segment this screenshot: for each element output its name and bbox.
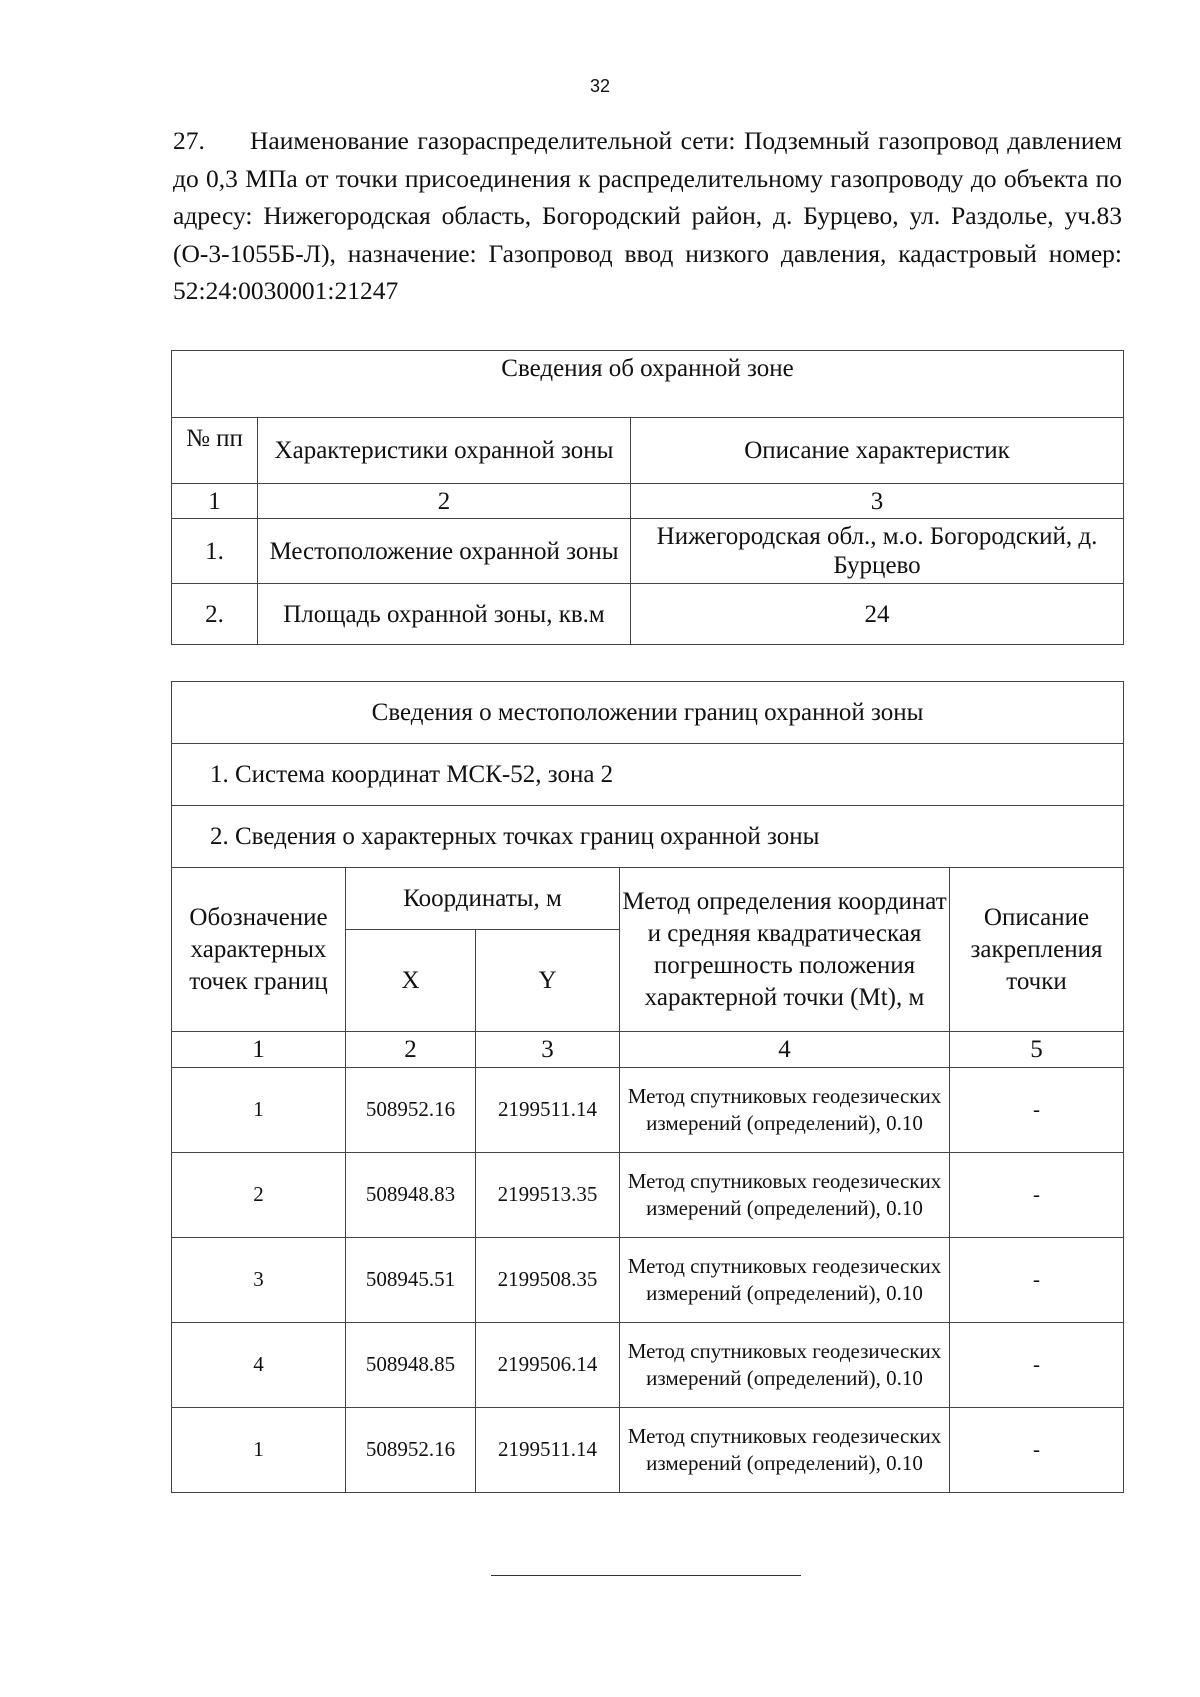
point-y: 2199511.14: [476, 1408, 620, 1493]
col-number: 1: [172, 1032, 346, 1068]
row-value: 24: [631, 584, 1124, 645]
point-fixing: -: [950, 1068, 1124, 1153]
coordinate-system: 1. Система координат МСК-52, зона 2: [172, 744, 1124, 806]
point-method: Метод спутниковых геодезических измерений (определений), 0.10: [620, 1153, 950, 1238]
col-number: 4: [620, 1032, 950, 1068]
col-number: 3: [476, 1032, 620, 1068]
header-method: Метод определения координат и средняя квадратическая погрешность положения характерной точки (Mt), м: [620, 868, 950, 1032]
row-value: Нижегородская обл., м.о. Богородский, д. Бурцево: [631, 519, 1124, 584]
point-fixing: -: [950, 1323, 1124, 1408]
point-designation: 3: [172, 1238, 346, 1323]
protection-zone-table: [171, 350, 1124, 645]
header-fixing: Описание закрепления точки: [950, 868, 1124, 1032]
boundary-coordinates-table: [171, 681, 1124, 1493]
header-number: № пп: [172, 418, 258, 484]
point-x: 508945.51: [346, 1238, 476, 1323]
col-number: 1: [172, 484, 258, 519]
col-number: 2: [346, 1032, 476, 1068]
point-x: 508952.16: [346, 1068, 476, 1153]
points-title: 2. Сведения о характерных точках границ охранной зоны: [172, 806, 1124, 868]
header-x: X: [346, 930, 476, 1032]
point-y: 2199511.14: [476, 1068, 620, 1153]
header-designation: Обозначение характерных точек границ: [172, 868, 346, 1032]
point-y: 2199513.35: [476, 1153, 620, 1238]
point-method: Метод спутниковых геодезических измерений (определений), 0.10: [620, 1068, 950, 1153]
col-number: 3: [631, 484, 1124, 519]
point-designation: 4: [172, 1323, 346, 1408]
point-method: Метод спутниковых геодезических измерений (определений), 0.10: [620, 1238, 950, 1323]
point-method: Метод спутниковых геодезических измерений (определений), 0.10: [620, 1323, 950, 1408]
header-coordinates: Координаты, м: [346, 868, 620, 930]
footer-divider: [491, 1575, 801, 1576]
header-description: Описание характеристик: [631, 418, 1124, 484]
row-characteristic: Местоположение охранной зоны: [258, 519, 631, 584]
col-number: 5: [950, 1032, 1124, 1068]
header-y: Y: [476, 930, 620, 1032]
row-characteristic: Площадь охранной зоны, кв.м: [258, 584, 631, 645]
point-method: Метод спутниковых геодезических измерений (определений), 0.10: [620, 1408, 950, 1493]
point-x: 508948.83: [346, 1153, 476, 1238]
row-number: 2.: [172, 584, 258, 645]
point-x: 508948.85: [346, 1323, 476, 1408]
point-x: 508952.16: [346, 1408, 476, 1493]
coords-table-title: Сведения о местоположении границ охранной зоны: [172, 682, 1124, 744]
point-fixing: -: [950, 1238, 1124, 1323]
point-designation: 1: [172, 1408, 346, 1493]
col-number: 2: [258, 484, 631, 519]
point-fixing: -: [950, 1153, 1124, 1238]
network-description: [173, 122, 1122, 310]
page-number: 32: [589, 76, 611, 96]
header-characteristics: Характеристики охранной зоны: [258, 418, 631, 484]
point-designation: 1: [172, 1068, 346, 1153]
point-designation: 2: [172, 1153, 346, 1238]
zone-table-title: Сведения об охранной зоне: [172, 351, 1124, 418]
point-y: 2199506.14: [476, 1323, 620, 1408]
point-fixing: -: [950, 1408, 1124, 1493]
row-number: 1.: [172, 519, 258, 584]
point-y: 2199508.35: [476, 1238, 620, 1323]
item-number: 27.: [173, 126, 205, 155]
network-description-text: Наименование газораспределительной сети: Подземный газопровод давлением до 0,3 МПа от точки присоединения к распределительному газопроводу до объекта по адресу: Нижегородская область, Богородский район, д. Бурцево, ул. Раздолье, уч.83 (О-3-1055Б-Л), назначение: Газопровод ввод низкого давления, кадастровый номер: 52:24:0030001:21247: [173, 126, 1122, 305]
